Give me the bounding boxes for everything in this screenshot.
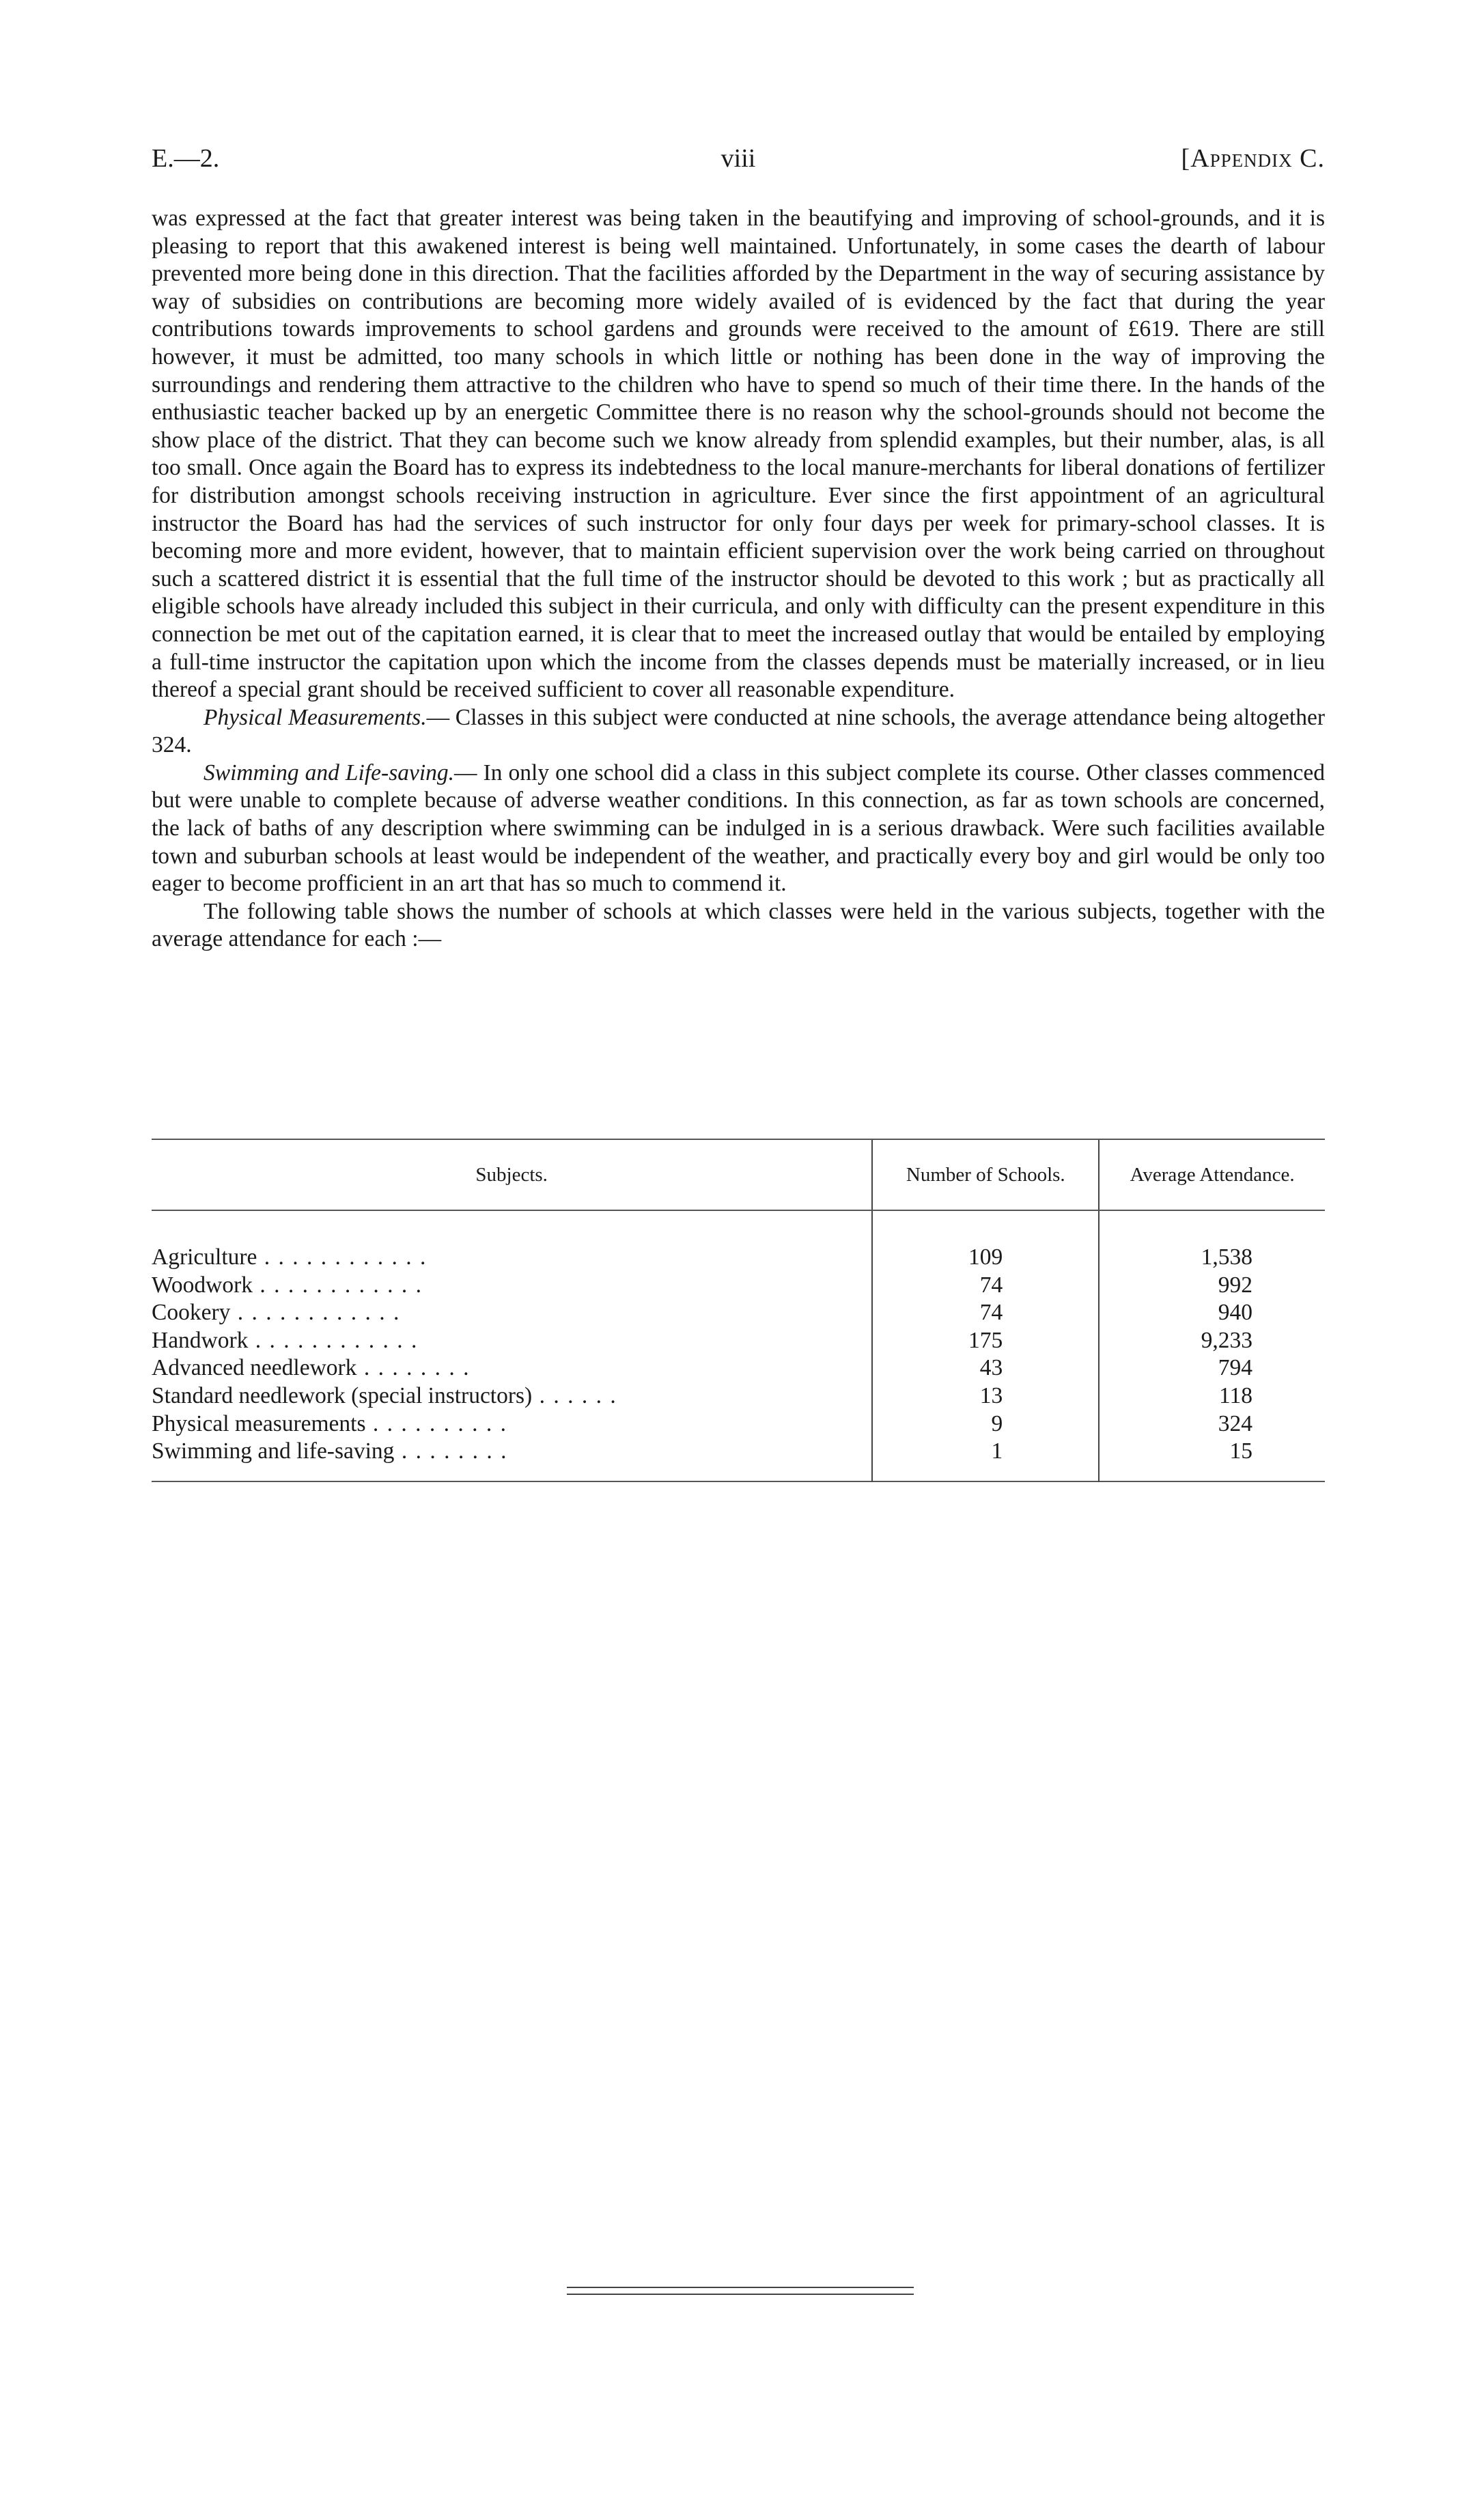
end-rule [567, 2287, 914, 2295]
table-row [152, 1354, 1325, 1382]
header-subjects: Subjects. [152, 1139, 872, 1210]
subject-cell [152, 1438, 872, 1481]
attendance-cell: 794 [1099, 1354, 1325, 1382]
attendance-cell: 940 [1099, 1299, 1325, 1327]
leader-dots: . . . . . . . . . . [365, 1410, 508, 1436]
leader-dots: . . . . . . [532, 1382, 617, 1408]
paragraph-school-grounds: was expressed at the fact that greater interest was being taken in the beautifying and improving of school-grounds, and it is pleasing to report that this awakened interest is being well maintained. Unfortunately, in some cases the dearth of labour prevented more being done in this direction. That the facilities afforded by the Department in the way of securing assistance by way of subsidies on contributions are becoming more widely availed of is evidenced by the fact that during the year contributions towards improvements to school gardens and grounds were received to the amount of £619. There are still however, it must be admitted, too many schools in which little or nothing has been done in the way of improving the surroundings and rendering them attractive to the children who have to spend so much of their time there. In the hands of the enthusiastic teacher backed up by an energetic Committee there is no reason why the school-grounds should not become the show place of the district. That they can become such we know already from splendid examples, but their number, alas, is all too small. Once again the Board has to express its indebtedness to the local manure-merchants for liberal donations of fertilizer for distribution amongst schools receiving instruction in agriculture. Ever since the first appointment of an agricultural instructor the Board has had the services of such instructor for only four days per week for primary-school classes. It is becoming more and more evident, however, that to maintain efficient supervision over the work being carried on throughout such a scattered district it is essential that the full time of the instructor should be devoted to this work ; but as practically all eligible schools have already included this subject in their curricula, and only with difficulty can the present expenditure in this connection be met out of the capitation earned, it is clear that to meet the increased outlay that would be entailed by employing a full-time instructor the capitation upon which the income from the classes depends must be materially increased, or in lieu thereof a special grant should be received sufficient to cover all reasonable expenditure. [152, 206, 1325, 703]
swimming-heading: Swimming and Life-saving. [204, 760, 455, 785]
leader-dots: . . . . . . . . . . . . [257, 1244, 428, 1270]
subject-name: Swimming and life-saving [152, 1438, 395, 1464]
schools-cell: 13 [872, 1382, 1099, 1410]
swimming-text: — In only one school did a class in this subject complete its course. Other classes commenced but were unable to complete because of adverse weather conditions. In this connection, as far as town schools are concerned, the lack of baths of any description where swimming can be indulged in is a serious drawback. Were such facilities available town and suburban schools at least would be independent of the weather, and practically every boy and girl would be only too eager to become profficient in an art that has so much to commend it. [152, 760, 1325, 897]
body-text [152, 205, 1325, 953]
schools-cell: 43 [872, 1354, 1099, 1382]
subject-cell [152, 1354, 872, 1382]
leader-dots: . . . . . . . . . . . . [230, 1300, 401, 1326]
table-row [152, 1410, 1325, 1438]
schools-cell: 9 [872, 1410, 1099, 1438]
attendance-cell: 992 [1099, 1272, 1325, 1300]
running-head [152, 143, 1325, 184]
header-number-of-schools: Number of Schools. [872, 1139, 1099, 1210]
subject-name: Cookery [152, 1300, 231, 1326]
subject-cell [152, 1299, 872, 1327]
subject-name: Advanced needlework [152, 1355, 357, 1381]
leader-dots: . . . . . . . . . . . . [248, 1327, 419, 1353]
leader-dots: . . . . . . . . . . . . [253, 1272, 423, 1298]
table-bottom-rule [152, 1481, 1325, 1484]
paragraph-swimming [152, 760, 1325, 898]
paragraph-table-intro: The following table shows the number of schools at which classes were held in the various subjects, together with the average attendance for each :— [152, 898, 1325, 952]
attendance-cell: 15 [1099, 1438, 1325, 1481]
attendance-cell: 1,538 [1099, 1244, 1325, 1272]
subject-name: Standard needlework (special instructors) [152, 1382, 533, 1408]
subject-cell [152, 1327, 872, 1355]
table-row [152, 1272, 1325, 1300]
table-spacer-row [152, 1210, 1325, 1244]
physical-measurements-text: — Classes in this subject were conducted at nine schools, the average attendance being altogether 324. [152, 704, 1325, 758]
table-row [152, 1299, 1325, 1327]
page-number: viii [720, 144, 756, 173]
attendance-cell: 324 [1099, 1410, 1325, 1438]
physical-measurements-heading: Physical Measurements. [204, 704, 427, 730]
attendance-cell: 118 [1099, 1382, 1325, 1410]
schools-cell: 1 [872, 1438, 1099, 1481]
subject-cell [152, 1382, 872, 1410]
table-row [152, 1244, 1325, 1272]
schools-cell: 74 [872, 1272, 1099, 1300]
table-header-row [152, 1139, 1325, 1210]
leader-dots: . . . . . . . . [356, 1355, 471, 1381]
header-average-attendance: Average Attendance. [1099, 1139, 1325, 1210]
schools-cell: 175 [872, 1327, 1099, 1355]
leader-dots: . . . . . . . . [394, 1438, 508, 1464]
paragraph-physical-measurements [152, 704, 1325, 760]
subject-name: Physical measurements [152, 1410, 366, 1436]
table-row [152, 1438, 1325, 1481]
appendix-label: [Appendix C. [1181, 144, 1325, 173]
subject-name: Woodwork [152, 1272, 253, 1298]
schools-cell: 109 [872, 1244, 1099, 1272]
schools-cell: 74 [872, 1299, 1099, 1327]
table-row [152, 1382, 1325, 1410]
subject-name: Agriculture [152, 1244, 257, 1270]
subject-cell [152, 1272, 872, 1300]
subject-name: Handwork [152, 1327, 249, 1353]
attendance-table-wrap [152, 1139, 1325, 1484]
attendance-cell: 9,233 [1099, 1327, 1325, 1355]
table-row [152, 1327, 1325, 1355]
document-code: E.—2. [152, 144, 220, 173]
attendance-table [152, 1139, 1325, 1484]
subject-cell [152, 1244, 872, 1272]
subject-cell [152, 1410, 872, 1438]
